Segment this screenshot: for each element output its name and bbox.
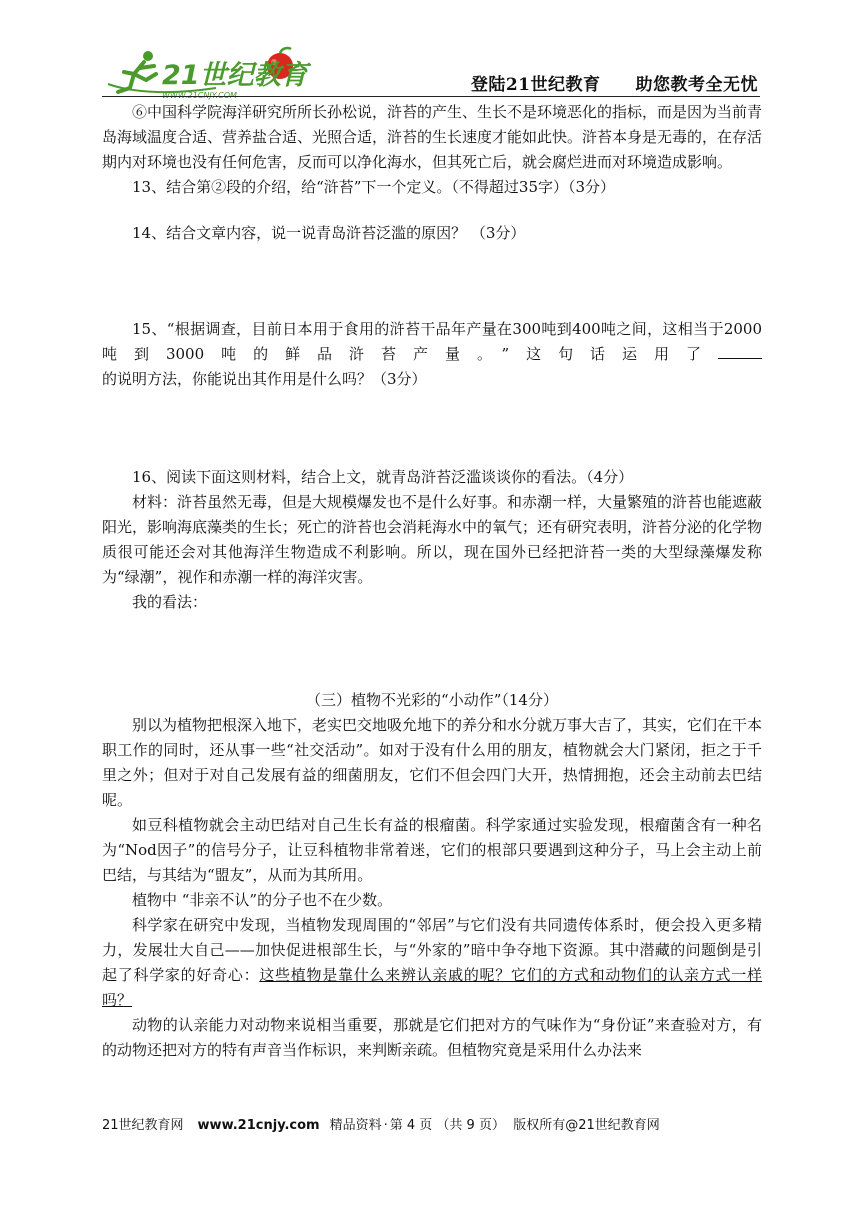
footer-label: 精品资料 bbox=[329, 1118, 382, 1133]
question-16: 16、阅读下面这则材料，结合上文，就青岛浒苔泛滥谈谈你的看法。（4分） bbox=[132, 468, 634, 486]
question-15-text-b: 的说明方法，你能说出其作用是什么吗？（3分） bbox=[102, 370, 427, 388]
answer-blank bbox=[718, 342, 762, 359]
section-3-title: （三）植物不光彩的“小动作”（14分） bbox=[306, 691, 558, 709]
question-13: 13、结合第②段的介绍，给“浒苔”下一个定义。（不得超过35字）（3分） bbox=[132, 178, 616, 196]
footer-url: www.21cnjy.com bbox=[197, 1118, 320, 1133]
question-15 bbox=[102, 317, 762, 392]
footer-copyright: 版权所有@21世纪教育网 bbox=[513, 1118, 660, 1133]
section-3-paragraph-2: 如豆科植物就会主动巴结对自己生长有益的根瘤菌。科学家通过实验发现，根瘤菌含有一种名为“Nod因子”的信号分子，让豆科植物非常着迷，它们的根部只要遇到这种分子，马上会主动上前巴结，与其结为“盟友”，从而为其所用。 bbox=[102, 816, 762, 884]
question-15-text-a: 15、“根据调查，目前日本用于食用的浒苔干品年产量在300吨到400吨之间，这相当于2000吨到3000吨的鲜品浒苔产量。”这句话运用了 bbox=[102, 320, 762, 363]
header-divider bbox=[102, 96, 760, 97]
section-3-paragraph-5: 动物的认亲能力对动物来说相当重要，那就是它们把对方的气味作为“身份证”来查验对方，有的动物还把对方的特有声音当作标识，来判断亲疏。但植物究竟是采用什么办法来 bbox=[102, 1016, 762, 1059]
my-view-label: 我的看法： bbox=[132, 593, 208, 611]
section-3-paragraph-4 bbox=[102, 913, 762, 1013]
footer-site-name: 21世纪教育网 bbox=[102, 1118, 184, 1133]
question-14: 14、结合文章内容，说一说青岛浒苔泛滥的原因？ （3分） bbox=[132, 224, 526, 242]
section-3-paragraph-3: 植物中 “非亲不认”的分子也不在少数。 bbox=[132, 891, 393, 909]
logo-url: WWW.21CNJY.COM bbox=[162, 91, 237, 100]
section-3-paragraph-1: 别以为植物把根深入地下，老实巴交地吸允地下的养分和水分就万事大吉了，其实，它们在干本职工作的同时，还从事一些“社交活动”。如对于没有什么用的朋友，植物就会大门紧闭，拒之于千里之外；但对于对自己发展有益的细菌朋友，它们不但会四门大开，热情拥抱，还会主动前去巴结呢。 bbox=[102, 716, 763, 809]
page-content bbox=[102, 100, 762, 1063]
material-paragraph: 材料：浒苔虽然无毒，但是大规模爆发也不是什么好事。和赤潮一样，大量繁殖的浒苔也能遮蔽阳光，影响海底藻类的生长；死亡的浒苔也会消耗海水中的氧气；还有研究表明，浒苔分泌的化学物质很可能还会对其他海洋生物造成不利影响。所以，现在国外已经把浒苔一类的大型绿藻爆发称为“绿潮”，视作和赤潮一样的海洋灾害。 bbox=[102, 493, 763, 586]
site-logo bbox=[96, 44, 336, 102]
footer-dot: · bbox=[383, 1118, 388, 1133]
paragraph-6: ⑥中国科学院海洋研究所所长孙松说，浒苔的产生、生长不是环境恶化的指标，而是因为当前青岛海域温度合适、营养盐合适、光照合适，浒苔的生长速度才能如此快。浒苔本身是无毒的，在存活期内对环境也没有任何危害，反而可以净化海水，但其死亡后，就会腐烂进而对环境造成影响。 bbox=[102, 103, 763, 171]
logo-text: 21世纪教育 bbox=[162, 60, 308, 91]
footer-page-info: 第 4 页 （共 9 页） bbox=[389, 1118, 505, 1133]
underlined-question: 这些植物是靠什么来辨认亲戚的呢？它们的方式和动物们的认亲方式一样吗？ bbox=[102, 966, 762, 1009]
page-footer bbox=[102, 1114, 660, 1133]
header-slogan: 登陆21世纪教育 助您教考全无忧 bbox=[470, 75, 758, 95]
section-3-paragraph-4-text: 科学家在研究中发现，当植物发现周围的“邻居”与它们没有共同遗传体系时，便会投入更多精力，发展壮大自己——加快促进根部生长，与“外家的”暗中争夺地下资源。其中潜藏的问题倒是引起了科学家的好奇心： bbox=[102, 916, 762, 984]
